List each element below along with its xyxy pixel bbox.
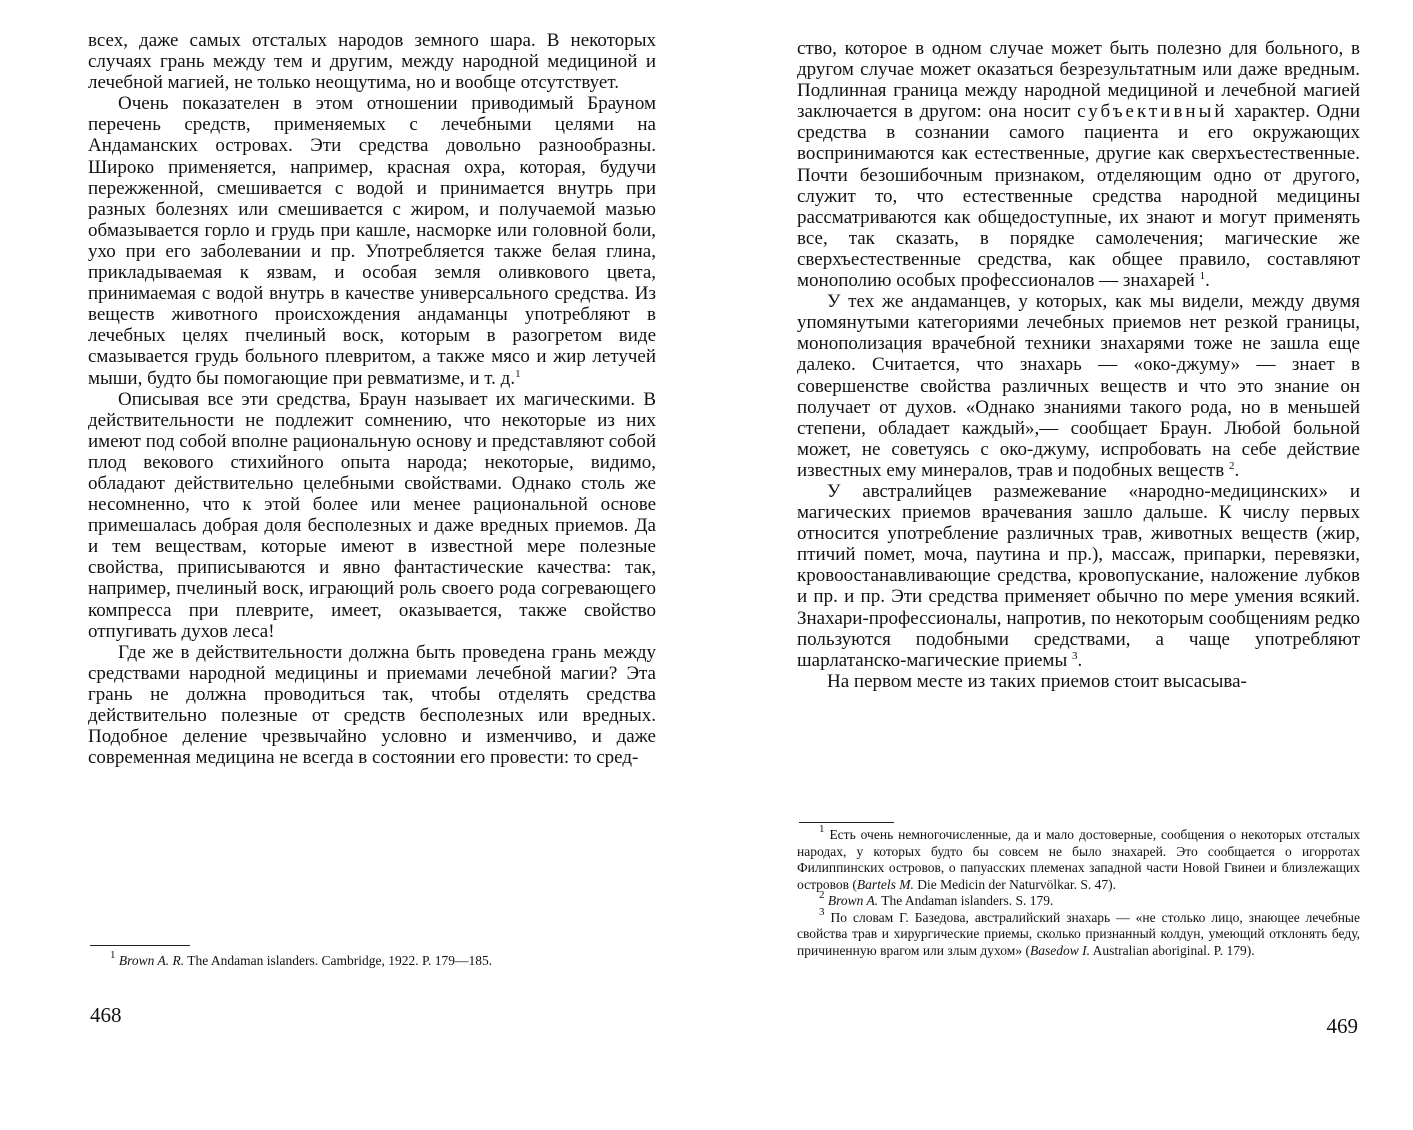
right-page-body [797,0,1360,692]
paragraph: Где же в действительности должна быть проведена грань между средствами народной медицины и приемами лечебной магии? Эта грань не должна проводиться так, чтобы отделять средства действительно полезные от средств бесполезных или вредных. Подобное деление чрезвычайно условно и изменчиво, и даже современная медицина не всегда в состоянии его провести: то сред- [88,641,656,769]
paragraph: Описывая все эти средства, Браун называет их магическими. В действительности не подлежит сомнению, что некоторые из них имеют под собой вполне рациональную основу и представляют собой плод векового стихийного опыта народа; некоторые, видимо, обладают действительно целебными свойствами. Однако столь же несомненно, что к этой более или менее рациональной основе примешалась добрая доля бесполезных и даже вредных приемов. Да и тем веществам, которые имеют в известной мере полезные свойства, приписываются и явно фантастические качества: так, например, пчелиный воск, играющий роль своего рода согревающего компресса при плеврите, имеет, оказывается, также свойство отпугивать духов леса! [88,388,656,642]
footnote-mark: 1 [819,823,825,835]
paragraph: всех, даже самых отсталых народов земного шара. В некоторых случаях грань между тем и другим, между народной медициной и лечебной магией, не только неощутима, но и вообще отсутствует. [88,30,656,94]
footnote-ref[interactable]: 1 [1199,270,1206,283]
footnote-mark: 1 [110,949,116,961]
footnote: $^2$ Brown A. The Andaman islanders. S. 179. [819,889,1054,908]
footnote-ref[interactable]: 2 [1228,459,1235,472]
footnote: $^3$ По словам Г. Базедова, австралийский знахарь — «не столько лицо, знающее лечебные свойства трав и хирургические приемы, сколько признанный колдун, умеющий отклонять беду, причиненную врагом или злым духом» (Basedow I. Australian aboriginal. P. 179). [797,905,1360,958]
page-number: 468 [90,1003,122,1027]
paragraph: У австралийцев размежевание «народно-медицинских» и магических приемов врачевания зашло дальше. К числу первых относится употребление различных трав, животных веществ (жир, птичий помет, моча, паутина и пр.), массаж, припарки, перевязки, кровоостанавливающие средства, кровопускание, наложение лубков и пр. и пр. Эти средства применяет обычно по мере умения всякий. Знахари-профессионалы, напротив, по некоторым сообщениям редко пользуются подобными средствами, а чаще употребляют шарлатанско-магические приемы $^3$. [797,480,1360,671]
footnote-divider [799,822,894,823]
footnotes [88,949,656,970]
paragraph: У тех же андаманцев, у которых, как мы видели, между двумя упомянутыми категориями лечебных приемов нет резкой границы, монополизация врачебной техники знахарями тоже не зашла еще далеко. Считается, что знахарь — «око-джуму» — знает в совершенстве свойства различных веществ и что это знание он получает от духов. «Однако знаниями такого рода, но в меньшей степени, обладает каждый»,— сообщает Браун. Любой больной может, не советуясь с око-джуму, испробовать на себе действие известных ему минералов, трав и подобных веществ $^2$. [797,291,1360,481]
paragraph: На первом месте из таких приемов стоит высасыва- [827,670,1247,692]
left-page [88,0,656,1027]
footnote: $^1$ Brown A. R. The Andaman islanders. Cambridge, 1922. P. 179—185. [110,949,493,968]
left-page-body [88,0,656,768]
footnote-author: Basedow I. [1029,942,1090,958]
page-number: 469 [1326,1014,1358,1038]
footnote-ref[interactable]: 1 [515,367,521,380]
footnotes [797,823,1360,959]
footnote-author: Brown A. R. [118,953,185,968]
paragraph: Очень показателен в этом отношении приводимый Брауном перечень средств, применяемых с лечебными целями на Андаманских островах. Эти средства довольно разнообразны. Широко применяется, например, красная охра, которая, будучи пережженной, смешивается с водой и принимается внутрь при разных болезнях или смешивается с жиром, и получаемой мазью обмазывается горло и грудь при кашле, насморке или головной боли, ухо при его заболевании и пр. Употребляется также белая глина, прикладываемая к язвам, и особая земля оливкового цвета, принимаемая с водой внутрь в качестве универсального средства. Из веществ животного происхождения андаманцы употребляют в лечебных целях пчелиный воск, которым в разогретом виде смазывается грудь больного плевритом, а также мясо и жир летучей мыши, будто бы помогающие при ревматизме, и т. д.$^1$ [88,93,656,389]
footnote-divider [90,945,190,946]
paragraph: ство, которое в одном случае может быть полезно для больного, в другом случае может оказаться безрезультатным или даже вредным. Подлинная граница между народной медициной и лечебной магией заключается в другом: она носит субъективный характер. Одни средства в сознании самого пациента и его окружающих воспринимаются как естественные, другие как сверхъестественные. Почти безошибочным признаком, отделяющим одно от другого, служит то, что естественные средства народной медицины рассматриваются как общедоступные, их знают и могут применять все, так сказать, в порядке самолечения; магические же сверхъестественные средства, как общее правило, составляют монополию особых профессионалов — знахарей $^1$. [797,38,1361,292]
footnote-author: Brown A. [827,893,879,908]
footnote-mark: 3 [819,905,825,918]
footnote-author: Bartels M. [856,876,914,892]
footnote: $^1$ Есть очень немногочисленные, да и мало достоверные, сообщения о некоторых отсталых народах, у которых будто бы совсем не было знахарей. Это сообщается о игорротах Филиппинских островов, о папуасских племенах западной части Новой Гвинеи и близлежащих островов (Bartels M. Die Medicin der Naturvölkar. S. 47). [797,823,1360,892]
emphasis: субъективный [1077,101,1228,123]
footnote-ref[interactable]: 3 [1071,649,1078,662]
right-page [797,0,1361,1038]
footnote-mark: 2 [819,889,825,901]
